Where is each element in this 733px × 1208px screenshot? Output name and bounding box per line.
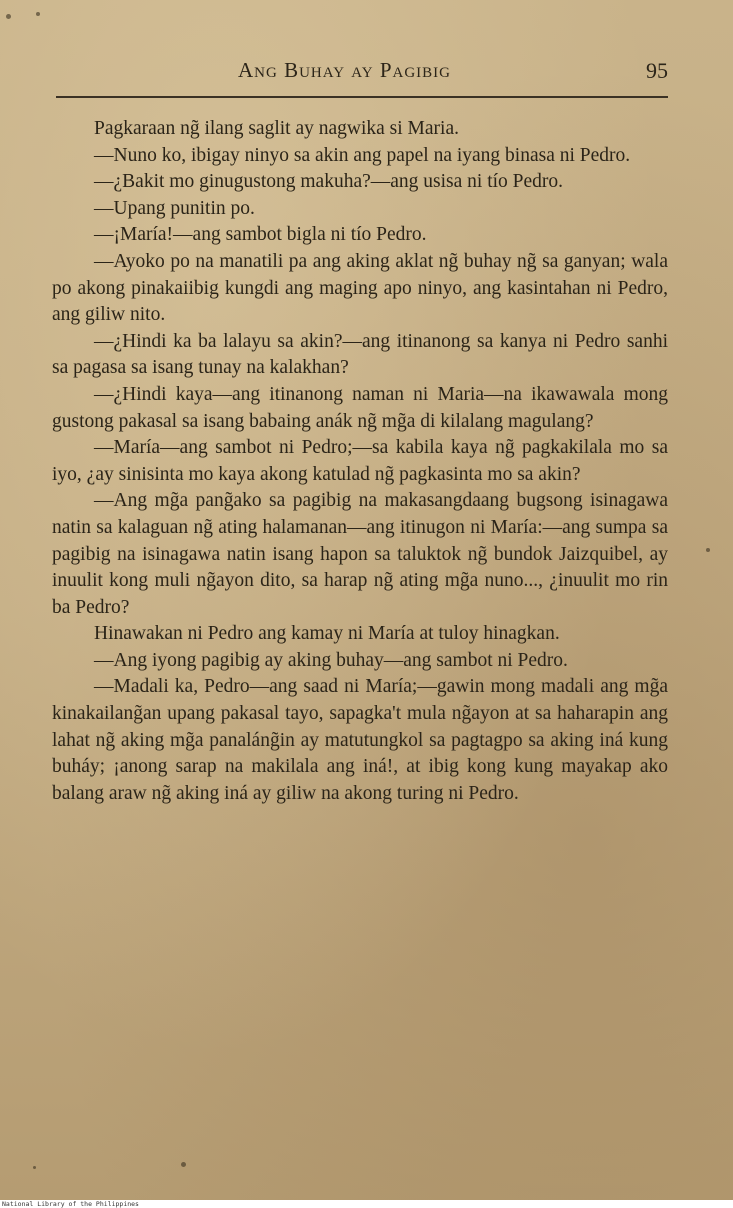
header-rule <box>56 96 668 98</box>
paragraph: —Upang punitin po. <box>94 197 255 219</box>
paragraph: —Ang iyong pagibig ay aking buhay—ang sambot ni Pedro. <box>94 649 568 671</box>
paragraph: —Ang mg̃a pang̃ako sa pagibig na makasangdaang bugsong isinagawa natin sa kalaguan ng̃ ating halamanan—ang itinugon ni María:—ang sumpa sa pagibig na isinagawa natin isang hapon sa taluktok ng̃ bundok Jaizquibel, ay inuulit kong muli ng̃ayon dito, sa harap ng̃ ating mg̃a nuno..., ¿inuulit mo rin ba Pedro? <box>52 490 668 618</box>
paragraph: —Madali ka, Pedro—ang saad ni María;—gawin mong madali ang mg̃a kinakailang̃an upang pakasal tayo, sapagka't mula ng̃ayon at sa haharapin ang lahat ng̃ aking mg̃a panaláng̃in ay matutungkol sa pagtagpo sa aking iná kung buháy; ¡anong sarap na makilala ang iná!, at ibig kong kung mayakap ako balang araw ng̃ aking iná ay giliw na akong turing ni Pedro. <box>52 676 668 804</box>
page-number: 95 <box>646 58 668 83</box>
paragraph: —¿Hindi kaya—ang itinanong naman ni Maria—na ikawawala mong gustong pakasal sa isang babaing anák ng̃ mg̃a di kilalang magulang? <box>52 383 668 432</box>
body-text <box>52 116 668 807</box>
paragraph: —Ayoko po na manatili pa ang aking aklat ng̃ buhay ng̃ sa ganyan; wala po akong pinakaiibig kungdi ang maging apo ninyo, ang kasintahan ni Pedro, ang giliw nito. <box>52 250 668 326</box>
paragraph: —Nuno ko, ibigay ninyo sa akin ang papel na iyang binasa ni Pedro. <box>94 144 631 166</box>
running-title: Ang Buhay ay Pagibig <box>238 58 452 82</box>
paragraph: —¿Hindi ka ba lalayu sa akin?—ang itinanong sa kanya ni Pedro sanhi sa pagasa sa isang tunay na kalakhan? <box>52 330 668 379</box>
page-header <box>0 58 733 88</box>
ink-speck <box>33 1166 36 1169</box>
library-credit: National Library of the Philippines <box>2 1200 139 1208</box>
paragraph: Hinawakan ni Pedro ang kamay ni María at tuloy hinagkan. <box>94 623 560 645</box>
scan-footer <box>0 1200 733 1208</box>
ink-speck <box>706 548 710 552</box>
ink-speck <box>6 14 11 19</box>
paragraph: —¡María!—ang sambot bigla ni tío Pedro. <box>94 224 427 246</box>
ink-speck <box>36 12 40 16</box>
paragraph: —María—ang sambot ni Pedro;—sa kabila kaya ng̃ pagkakilala mo sa iyo, ¿ay sinisinta mo kaya akong katulad ng̃ pagkasinta mo sa akin? <box>52 437 668 485</box>
paragraph: Pagkaraan ng̃ ilang saglit ay nagwika si Maria. <box>94 118 459 139</box>
paragraph: —¿Bakit mo ginugustong makuha?—ang usisa ni tío Pedro. <box>94 171 564 193</box>
ink-speck <box>181 1162 186 1167</box>
